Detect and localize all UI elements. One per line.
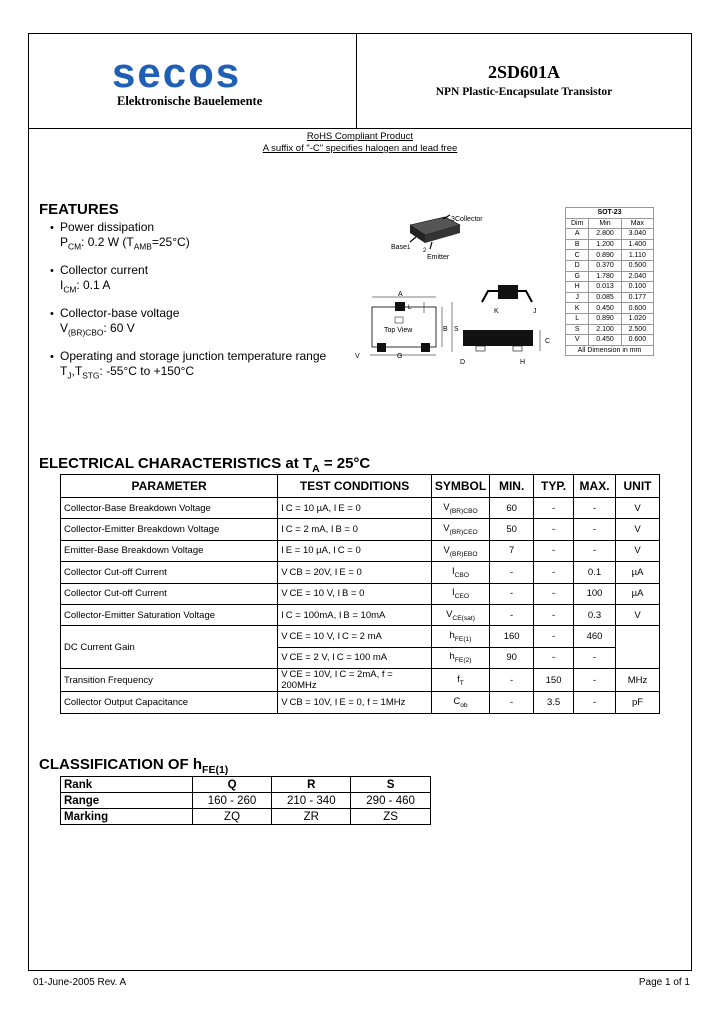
feature-item [50, 349, 327, 381]
table-row: Rank Q R S [61, 777, 431, 793]
col-header: SYMBOL [431, 475, 489, 498]
base-label: Base [391, 244, 407, 251]
table-row: Marking ZQ ZR ZS [61, 809, 431, 825]
dim-col-header: Min [589, 218, 621, 229]
company-logo: secos [112, 49, 242, 96]
top-view-label: Top View [384, 327, 413, 334]
classification-title: CLASSIFICATION OF $h_{FE(1)}$ [39, 756, 229, 776]
feature-item [50, 306, 180, 338]
table-row: Collector-Emitter Breakdown Voltage I C = 2 mA, I B = 0 $V_{(BR)CEO}$ 50 - - V [61, 519, 660, 540]
col-header: TYP. [534, 475, 574, 498]
col-header: UNIT [616, 475, 660, 498]
pin-3-label: 3 [451, 216, 455, 223]
dim-col-header: Max [621, 218, 653, 229]
table-row: Collector-Emitter Saturation Voltage I C = 100mA, I B = 10mA $V_{CE(sat)}$ - - 0.3 V [61, 604, 660, 625]
dim-label-G: G [397, 353, 403, 360]
dim-label-B: B [443, 326, 448, 333]
dim-label-V: V [355, 353, 360, 360]
dim-row: V 0.450 0.600 [566, 335, 654, 346]
pin-1-label: 1 [407, 245, 411, 251]
electrical-table [60, 474, 660, 714]
table-row: Transition Frequency V CE = 10V, I C = 2mA, f = 200MHz $f_T$ - 150 - MHz [61, 669, 660, 692]
dim-label-D: D [460, 359, 466, 366]
dim-label-L: L [408, 305, 412, 311]
part-number: 2SD601A [487, 62, 560, 82]
dim-row: A 2.800 3.040 [566, 229, 654, 240]
package-side-view [460, 285, 550, 366]
rohs-line-2: A suffix of "-C" specifies halogen and lead free [262, 143, 458, 154]
feature-label: Power dissipation [60, 220, 155, 234]
dim-col-header: Dim [566, 218, 589, 229]
feature-label: Operating and storage junction temperature range [60, 349, 327, 363]
feature-label: Collector current [60, 263, 149, 277]
feature-value: $I_{CM}$: 0.1 A [60, 278, 111, 295]
dim-label-A: A [398, 291, 403, 298]
classification-table [60, 776, 431, 825]
col-header: PARAMETER [61, 475, 278, 498]
col-header: MIN. [490, 475, 534, 498]
bullet: • [50, 351, 54, 363]
electrical-title: ELECTRICAL CHARACTERISTICS at $T_A = 25^\circ C$ [39, 455, 371, 475]
emitter-label: Emitter [427, 254, 450, 261]
footer-page: Page 1 of 1 [638, 977, 690, 988]
company-name: Elektronische Bauelemente [117, 94, 263, 108]
package-drawing [350, 205, 565, 380]
dim-row: H 0.013 0.100 [566, 282, 654, 293]
dim-label-H: H [520, 359, 526, 366]
table-row: Emitter-Base Breakdown Voltage I E = 10 µA, I C = 0 $V_{(BR)EBO}$ 7 - - V [61, 540, 660, 561]
dim-label-S: S [454, 326, 459, 333]
table-row: Collector Output Capacitance V CB = 10V, I E = 0, f = 1MHz $C_{ob}$ - 3.5 - pF [61, 692, 660, 713]
table-row: Range 160 - 260 210 - 340 290 - 460 [61, 793, 431, 809]
dimension-note: All Dimension in mm [566, 345, 654, 356]
collector-label: Collector [455, 216, 483, 223]
dim-row: G 1.780 2.040 [566, 271, 654, 282]
table-row: DC Current Gain V CE = 10 V, I C = 2 mA $h_{FE(1)}$ 160 - 460 [61, 626, 660, 647]
dim-row: J 0.085 0.177 [566, 292, 654, 303]
table-row: Collector Cut-off Current V CB = 20V, I E = 0 $I_{CBO}$ - - 0.1 µA [61, 562, 660, 583]
rohs-line-1: RoHS Compliant Product [306, 131, 414, 142]
feature-value: $V_{(BR)CBO}$: 60 V [60, 321, 135, 338]
dim-row: D 0.370 0.500 [566, 260, 654, 271]
feature-item [50, 263, 149, 295]
pin-2-label: 2 [423, 248, 427, 254]
table-row: Collector Cut-off Current V CE = 10 V, I B = 0 $I_{CEO}$ - - 100 µA [61, 583, 660, 604]
feature-value: $T_J,T_{STG}$: -55°C to +150°C [60, 364, 195, 381]
header-divider [28, 128, 692, 129]
features-title: FEATURES [39, 201, 119, 218]
feature-item [50, 220, 190, 252]
col-header: TEST CONDITIONS [278, 475, 432, 498]
dim-label-J: J [533, 308, 537, 315]
bullet: • [50, 265, 54, 277]
package-top-view [355, 291, 459, 360]
footer-date: 01-June-2005 Rev. A [33, 977, 127, 988]
package-name: SOT-23 [566, 208, 654, 219]
dim-label-K: K [494, 308, 499, 315]
dim-row: S 2.100 2.500 [566, 324, 654, 335]
dim-row: C 0.890 1.110 [566, 250, 654, 261]
col-header: MAX. [574, 475, 616, 498]
dim-row: L 0.890 1.020 [566, 313, 654, 324]
part-description: NPN Plastic-Encapsulate Transistor [435, 86, 613, 98]
feature-label: Collector-base voltage [60, 306, 180, 320]
feature-value: $P_{CM}$: 0.2 W $(T_{AMB}=25^\circ C)$ [60, 235, 190, 252]
dimension-table [565, 207, 654, 356]
dim-label-C: C [545, 338, 551, 345]
dim-row: K 0.450 0.600 [566, 303, 654, 314]
table-row: Collector-Base Breakdown Voltage I C = 10 µA, I E = 0 $V_{(BR)CBO}$ 60 - - V [61, 498, 660, 519]
bullet: • [50, 308, 54, 320]
table-row: V CE = 2 V, I C = 100 mA $h_{FE(2)}$ 90 - - [61, 647, 660, 668]
package-3d-view [391, 215, 483, 261]
bullet: • [50, 222, 54, 234]
dim-row: B 1.200 1.400 [566, 239, 654, 250]
